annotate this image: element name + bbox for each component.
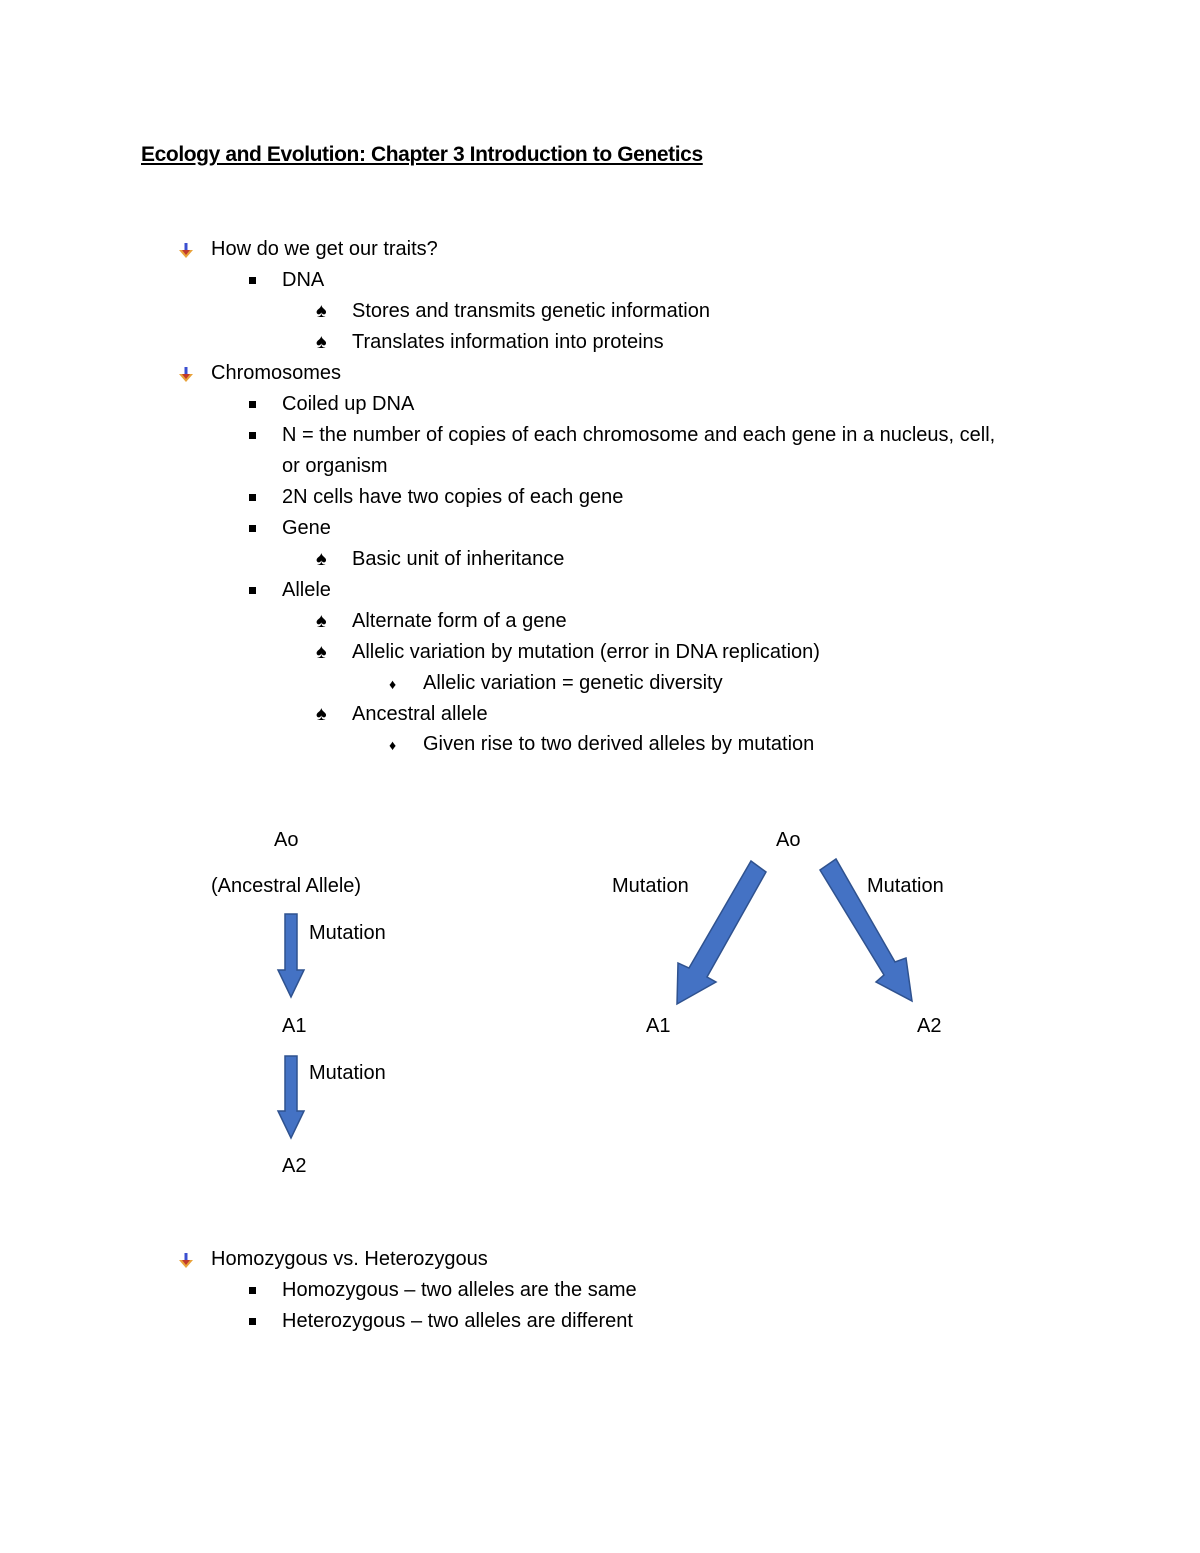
mutation-label: Mutation — [309, 1062, 386, 1084]
allele-a1-label: A1 — [282, 1015, 307, 1037]
allele-a0-label: Ao — [776, 829, 801, 851]
outline-item: Ancestral allele — [352, 703, 488, 725]
spade-bullet-icon: ♠ — [316, 548, 327, 570]
spade-bullet-icon: ♠ — [316, 300, 327, 322]
allele-a2-label: A2 — [917, 1015, 942, 1037]
diamond-bullet-icon: ♦ — [389, 737, 397, 753]
allele-a1-label: A1 — [646, 1015, 671, 1037]
outline-item: Chromosomes — [211, 362, 342, 384]
mutation-label: Mutation — [309, 922, 386, 944]
outline-item: Homozygous vs. Heterozygous — [211, 1248, 488, 1270]
mutation-label: Mutation — [612, 875, 689, 897]
spade-bullet-icon: ♠ — [316, 610, 327, 632]
outline-item: Allelic variation = genetic diversity — [423, 672, 723, 694]
arrow-down-bullet-icon — [178, 1253, 194, 1269]
allele-a0-label: Ao — [274, 829, 299, 851]
outline-item: Translates information into proteins — [352, 331, 664, 353]
outline-item: Allelic variation by mutation (error in DNA replication) — [352, 641, 820, 663]
outline-item: How do we get our traits? — [211, 238, 438, 260]
outline-item: Given rise to two derived alleles by mutation — [423, 733, 815, 755]
ancestral-allele-label: (Ancestral Allele) — [211, 875, 362, 897]
outline-item: Heterozygous – two alleles are different — [282, 1310, 633, 1332]
outline-item: N = the number of copies of each chromosome and each gene in a nucleus, cell, — [282, 424, 996, 446]
mutation-label: Mutation — [867, 875, 944, 897]
square-bullet-icon — [249, 1318, 256, 1325]
outline-item: Gene — [282, 517, 331, 539]
spade-bullet-icon: ♠ — [316, 331, 327, 353]
diamond-bullet-icon: ♦ — [389, 676, 397, 692]
outline-item: 2N cells have two copies of each gene — [282, 486, 624, 508]
outline-item: DNA — [282, 269, 325, 291]
mutation-arrow-down — [278, 1056, 304, 1138]
outline-item-continuation: or organism — [282, 455, 388, 477]
outline-item: Stores and transmits genetic information — [352, 300, 710, 322]
outline-item: Alternate form of a gene — [352, 610, 567, 632]
outline-item: Coiled up DNA — [282, 393, 415, 415]
mutation-arrow-down — [278, 914, 304, 997]
page-title: Ecology and Evolution: Chapter 3 Introduction to Genetics — [141, 143, 703, 166]
outline-item: Homozygous – two alleles are the same — [282, 1279, 637, 1301]
spade-bullet-icon: ♠ — [316, 641, 327, 663]
allele-a2-label: A2 — [282, 1155, 307, 1177]
outline-item: Allele — [282, 579, 331, 601]
spade-bullet-icon: ♠ — [316, 703, 327, 725]
mutation-arrow-left — [677, 861, 766, 1004]
outline-item: Basic unit of inheritance — [352, 548, 565, 570]
square-bullet-icon — [249, 1287, 256, 1294]
